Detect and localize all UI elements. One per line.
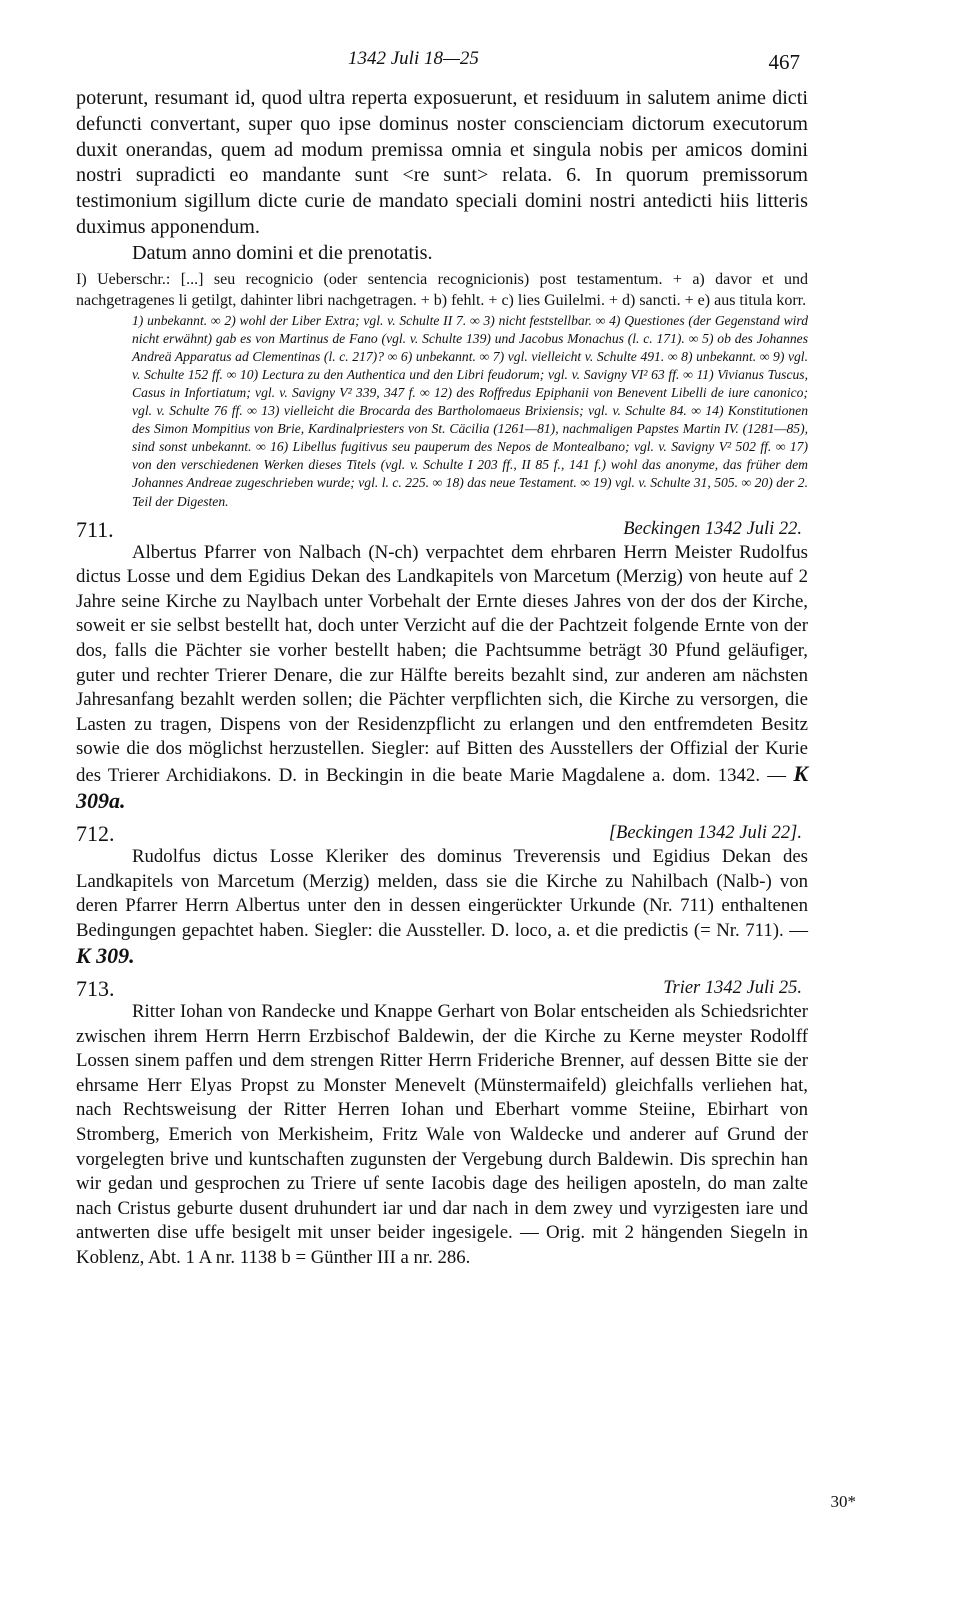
page [76, 46, 808, 1271]
main-text [76, 86, 808, 1271]
entry-regest: Albertus Pfarrer von Nalbach (N-ch) verpachtet dem ehrbaren Herrn Meister Rudolfus dictus Losse und dem Egidius Dekan des Landkapitels von Marcetum (Merzig) von heute auf 2 Jahre seine Kirche zu Naylbach unter Vorbehalt der Ernte dieses Jahres von der dos der Kirche, soweit er sie selbst bestellt hat, doch unter Verzicht auf die der Pachtzeit folgende Ernte von der dos, falls die Pächter sie vorher bestellt haben; die Pachtsumme beträgt 30 Pfund geläufiger, guter und rechter Trierer Denare, die zur Hälfte bereits bezahlt sind, zur anderen am nächsten Jahresanfang bezahlt werden sollen; die Pächter verpflichten sich, die Kirche zu versorgen, die Lasten zu tragen, Dispens von der Residenzpflicht zu erlangen und den entfremdeten Besitz sowie die dos möglichst herzustellen. Siegler: auf Bitten des Ausstellers der Offizial der Kurie des Trierer Archidiakons. D. in Beckingin in die beate Marie Magdalene a. dom. 1342. — [76, 541, 808, 786]
running-header [76, 46, 808, 86]
page-number: 467 [768, 50, 800, 74]
entry-text [76, 1000, 808, 1271]
intro-paragraph: poterunt, resumant id, quod ultra reperta exposuerunt, et residuum in salutem anime dicti defuncti convertant, super quo ipse dominus noster conscienciam dictorum executorum duxit onerandas, quem ad modum premissa omnia et singula nobis per amicos domini nostri supradicti eo mandante sunt <re sunt> relata. 6. In quorum premissorum testimonium sigillum dicte curie de mandato speciali domini nostri antedicti hiis litteris duximus apponendum. [76, 87, 808, 238]
entry-text [76, 541, 808, 816]
entry-heading [76, 817, 808, 845]
running-title: 1342 Juli 18—25 [348, 48, 479, 69]
entry-place-date: Beckingen 1342 Juli 22. [623, 518, 802, 539]
entry-711 [76, 513, 808, 816]
entry-text [76, 845, 808, 970]
entry-number: 713. [76, 976, 115, 1002]
entry-heading [76, 972, 808, 1000]
entry-place-date: [Beckingen 1342 Juli 22]. [608, 823, 802, 844]
entry-713 [76, 972, 808, 1271]
entry-regest: Rudolfus dictus Losse Kleriker des dominus Treverensis und Egidius Dekan des Landkapitels von Marcetum (Merzig) melden, dass sie die Kirche zu Nahilbach (Nalb-) von deren Pfarrer Herrn Albertus unter den in dessen eingerückter Urkunde (Nr. 711) enthaltenen Bedingungen gepachtet haben. Siegler: die Aussteller. D. loco, a. et die predictis (= Nr. 711). — [76, 846, 808, 941]
entry-k-reference: K 309a. [76, 760, 808, 813]
entry-number: 711. [76, 516, 114, 542]
entry-heading [76, 513, 808, 541]
datum-line: Datum anno domini et die prenotatis. [132, 241, 433, 264]
entry-712 [76, 817, 808, 970]
critical-apparatus: I) Ueberschr.: [...] seu recognicio (oder sentencia recognicionis) post testamentum. + a) davor et und nachgetragenes li getilgt, dahinter libri nachgetragen. + b) fehlt. + c) lies Guilelmi. + d) sancti. + e) aus titula korr. [76, 270, 808, 310]
entry-k-reference: K 309. [76, 942, 135, 968]
footnotes: 1) unbekannt. ∞ 2) wohl der Liber Extra; vgl. v. Schulte II 7. ∞ 3) nicht feststellbar. ∞ 4) Questiones (der Gegenstand wird nicht erwähnt) gab es von Martinus de Fano (vgl. v. Schulte 139) und Jacobus Monachus (l. c. 171). ∞ 5) ob des Johannes Andreä Apparatus ad Clementinas (l. c. 217)? ∞ 6) unbekannt. ∞ 7) vgl. vielleicht v. Schulte 491. ∞ 8) unbekannt. ∞ 9) vgl. v. Schulte 152 ff. ∞ 10) Lectura zu den Authentica und den Libri feudorum; vgl. v. Savigny VI² 63 ff. ∞ 11) Vivianus Tuscus, Casus in Infortiatum; vgl. v. Savigny V² 339, 347 f. ∞ 12) des Roffredus Epiphanii von Benevent Libelli de iure canonico; vgl. v. Schulte 76 ff. ∞ 13) vielleicht die Brocarda des Bartholomaeus Brixiensis; vgl. v. Schulte 84. ∞ 14) Konstitutionen des Simon Mompitius von Brie, Kardinalpriesters von St. Cäcilia (1261—81), nachmaligen Papstes Martin IV. (1281—85), sind sonst unbekannt. ∞ 16) Libellus fugitivus seu pauperum des Nepos de Montealbano; vgl. v. Savigny V² 502 ff. ∞ 17) von den verschiedenen Werken dieses Titels (vgl. v. Schulte I 203 ff., II 85 f., 141 f.) wohl das anonyme, das früher dem Johannes Andreae zugeschrieben wurde; vgl. l. c. 225. ∞ 18) das neue Testament. ∞ 19) vgl. v. Schulte 31, 505. ∞ 20) der 2. Teil der Digesten. [132, 312, 808, 509]
entry-number: 712. [76, 821, 115, 847]
sheet-signature: 30* [830, 1492, 856, 1511]
entry-place-date: Trier 1342 Juli 25. [663, 978, 802, 999]
entry-regest: Ritter Iohan von Randecke und Knappe Gerhart von Bolar entscheiden als Schiedsrichter zwischen ihrem Herrn Herrn Erzbischof Baldewin, der die Kirche zu Kerne meyster Rodolff Lossen sinem paffen und dem strengen Ritter Herrn Frideriche Brenner, auf dessen Bitte sie der ehrsame Herr Elyas Propst zu Monster Menevelt (Münstermaifeld) gleichfalls verliehen hat, nach Rechtsweisung der Ritter Herren Iohan und Eberhart vomme Steiine, Ebirhart von Stromberg, Emerich von Merkisheim, Fritz Wale von Waldecke und anderer auf Grund der vorgelegten brive und kuntschaften zugunsten der Vergebung durch Baldewin. Dis sprechin han wir gedan und gesprochen zu Triere uf sente Iacobis dage des heiligen aposteln, do man zalte nach Cristus geburte dusent druhundert iar und dar nach in dem zwey und vyrzigesten iare und antwerten dise uffe besigelt mit unser beider ingesigele. — Orig. mit 2 hängenden Siegeln in Koblenz, Abt. 1 A nr. 1138 b = Günther III a nr. 286. [76, 1001, 808, 1269]
